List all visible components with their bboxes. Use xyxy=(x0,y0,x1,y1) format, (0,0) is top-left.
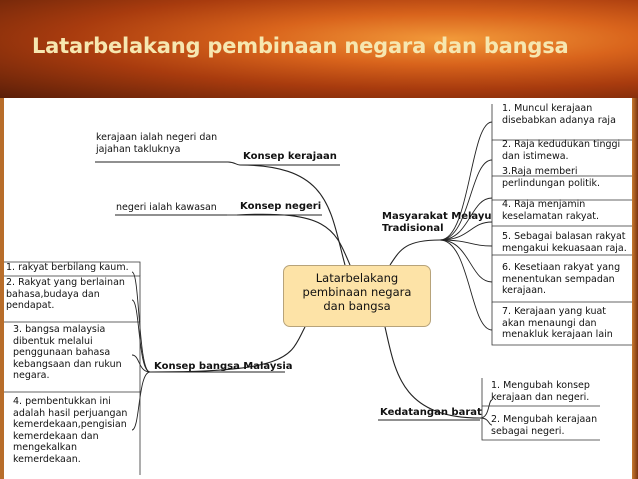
masyarakat-point-5: 5. Sebagai balasan rakyat mengakui kekuasaan raja. xyxy=(502,231,627,254)
bangsa-point-3: 3. bangsa malaysia dibentuk melalui penggunaan bahasa kebangsaan dan rukun negara. xyxy=(13,324,122,381)
link-center-barat xyxy=(385,327,480,418)
bangsa-point-4: 4. pembentukkan ini adalah hasil perjuangan kemerdekaan,pengisian kemerdekaan dan mengekalkan kemerdekaan. xyxy=(13,396,128,465)
note-link-kerajaan xyxy=(228,162,240,165)
masyarakat-point-1: 1. Muncul kerajaan disebabkan adanya raja xyxy=(502,103,616,126)
barat-point-1: 1. Mengubah konsep kerajaan dan negeri. xyxy=(491,380,590,403)
branch-konsep-bangsa-malaysia: Konsep bangsa Malaysia xyxy=(154,361,293,372)
barat-point-2: 2. Mengubah kerajaan sebagai negeri. xyxy=(491,414,598,437)
branch-kedatangan-barat: Kedatangan barat xyxy=(380,407,482,418)
masyarakat-point-2: 2. Raja kedudukan tinggi dan istimewa. xyxy=(502,139,621,162)
bangsa-point-2: 2. Rakyat yang berlainan bahasa,budaya dan pendapat. xyxy=(6,277,125,311)
fan-m7 xyxy=(440,240,492,330)
slide-title: Latarbelakang pembinaan negara dan bangsa xyxy=(32,34,569,58)
masyarakat-point-7: 7. Kerajaan yang kuat akan menaungi dan menakluk kerajaan lain xyxy=(502,306,613,340)
central-node-label: Latarbelakang pembinaan negara dan bangsa xyxy=(302,271,412,313)
masyarakat-point-3: 3.Raja memberi perlindungan politik. xyxy=(502,166,601,189)
note-negeri: negeri ialah kawasan xyxy=(116,202,217,213)
masyarakat-point-4: 4. Raja menjamin keselamatan rakyat. xyxy=(502,199,600,222)
branch-konsep-negeri: Konsep negeri xyxy=(240,201,322,212)
branch-konsep-kerajaan: Konsep kerajaan xyxy=(243,151,337,162)
masyarakat-point-6: 6. Kesetiaan rakyat yang menentukan sempadan kerajaan. xyxy=(502,262,621,296)
link-center-masyarakat xyxy=(390,240,440,265)
bangsa-point-1: 1. rakyat berbilang kaum. xyxy=(6,262,129,273)
fan-b4 xyxy=(132,372,150,430)
branch-masyarakat-melayu: Masyarakat Melayu Tradisional xyxy=(382,211,492,234)
note-kerajaan: kerajaan ialah negeri dan jajahan takluknya xyxy=(96,132,218,155)
